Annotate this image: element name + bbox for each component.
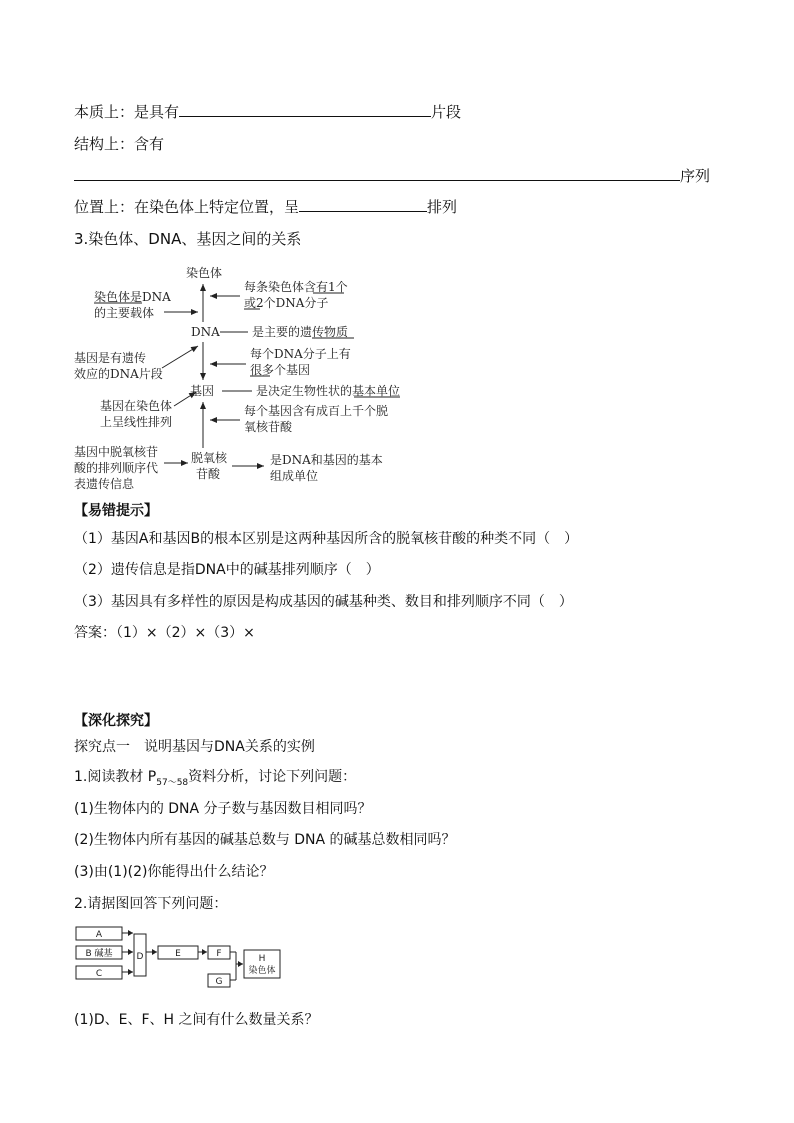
- label-h-chromosome: 染色体: [248, 966, 276, 976]
- arrow-left-3: [174, 392, 196, 406]
- essence-line-4: [74, 197, 457, 217]
- explore-q1-pages: 57～58: [156, 777, 189, 788]
- left-4c: 表遗传信息: [74, 477, 135, 491]
- explore-q1-suffix: 资料分析，讨论下列问题：: [188, 769, 357, 785]
- label-g: G: [215, 977, 223, 987]
- center-chromosome: 染色体: [186, 266, 223, 280]
- right-3b: 很多个基因: [250, 363, 311, 377]
- right-3a: 每个DNA分子上有: [250, 347, 351, 361]
- explore-q1-prefix: 1.阅读教材 P: [74, 769, 157, 785]
- left-1b: 的主要载体: [94, 306, 155, 320]
- right-6b: 组成单位: [270, 469, 319, 483]
- left-4a: 基因中脱氧核苷: [74, 445, 159, 459]
- right-5a: 每个基因含有成百上千个脱: [244, 404, 389, 418]
- left-4b: 酸的排列顺序代: [74, 461, 159, 475]
- tip-item-3: （3）基因具有多样性的原因是构成基因的碱基种类、数目和排列顺序不同（ ）: [74, 594, 573, 610]
- label-h: H: [258, 954, 266, 964]
- explore-q2-1: (1)D、E、F、H 之间有什么数量关系？: [74, 1012, 319, 1028]
- center-nucleotide-2: 苷酸: [196, 467, 221, 481]
- center-gene: 基因: [190, 384, 215, 398]
- explore-q1-1: (1)生物体内的 DNA 分子数与基因数目相同吗？: [74, 801, 372, 817]
- center-nucleotide-1: 脱氧核: [191, 451, 228, 465]
- essence-line-1: [74, 102, 461, 122]
- essence-line-1-prefix: 本质上：是具有: [74, 103, 180, 121]
- tip-item-1: （1）基因A和基因B的根本区别是这两种基因所含的脱氧核苷酸的种类不同（ ）: [74, 531, 579, 547]
- essence-line-3-suffix: 序列: [680, 167, 711, 185]
- fill-blank-3[interactable]: [299, 197, 427, 212]
- explore-q1-2: (2)生物体内所有基因的碱基总数与 DNA 的碱基总数相同吗？: [74, 832, 456, 848]
- fill-blank-1[interactable]: [179, 102, 431, 117]
- label-c: C: [95, 969, 103, 979]
- left-2b: 效应的DNA片段: [74, 367, 163, 381]
- essence-line-3: [74, 166, 710, 186]
- left-1a: 染色体是DNA: [94, 290, 171, 304]
- tips-answer: 答案：（1）×（2）×（3）×: [74, 625, 255, 641]
- tips-header: 【易错提示】: [74, 503, 158, 519]
- essence-line-2: [74, 134, 164, 154]
- label-f: F: [216, 949, 222, 959]
- explore-q1: [74, 767, 356, 793]
- arrow-left-2: [162, 346, 198, 368]
- right-1b: 或2个DNA分子: [244, 296, 329, 310]
- left-3b: 上呈线性排列: [100, 415, 173, 429]
- label-e: E: [175, 949, 181, 959]
- structure-diagram: [72, 924, 288, 994]
- right-6a: 是DNA和基因的基本: [270, 453, 383, 467]
- left-3a: 基因在染色体: [100, 399, 173, 413]
- section-3-title: 3.染色体、DNA、基因之间的关系: [74, 230, 302, 248]
- explore-q1-3: (3)由(1)(2)你能得出什么结论？: [74, 864, 274, 880]
- relationship-diagram: [60, 258, 420, 498]
- right-5b: 氧核苷酸: [244, 420, 293, 434]
- explore-header: 【深化探究】: [74, 713, 158, 729]
- essence-line-1-suffix: 片段: [431, 103, 462, 121]
- explore-q2: 2.请据图回答下列问题：: [74, 896, 228, 912]
- label-d: D: [136, 952, 144, 962]
- right-1a: 每条染色体含有1个: [244, 280, 348, 294]
- center-dna: DNA: [191, 325, 220, 339]
- tip-item-2: （2）遗传信息是指DNA中的碱基排列顺序（ ）: [74, 562, 380, 578]
- essence-line-4-prefix: 位置上：在染色体上特定位置，呈: [74, 198, 300, 216]
- label-b: B 碱基: [85, 949, 113, 959]
- label-a: A: [95, 930, 103, 940]
- essence-line-2-prefix: 结构上：含有: [74, 135, 165, 153]
- fill-blank-2[interactable]: [74, 166, 680, 181]
- right-2: 是主要的遗传物质: [252, 325, 349, 339]
- left-2a: 基因是有遗传: [74, 351, 147, 365]
- essence-line-4-suffix: 排列: [427, 198, 458, 216]
- right-4: 是决定生物性状的基本单位: [256, 384, 401, 398]
- explore-point-1: 探究点一 说明基因与DNA关系的实例: [74, 739, 315, 755]
